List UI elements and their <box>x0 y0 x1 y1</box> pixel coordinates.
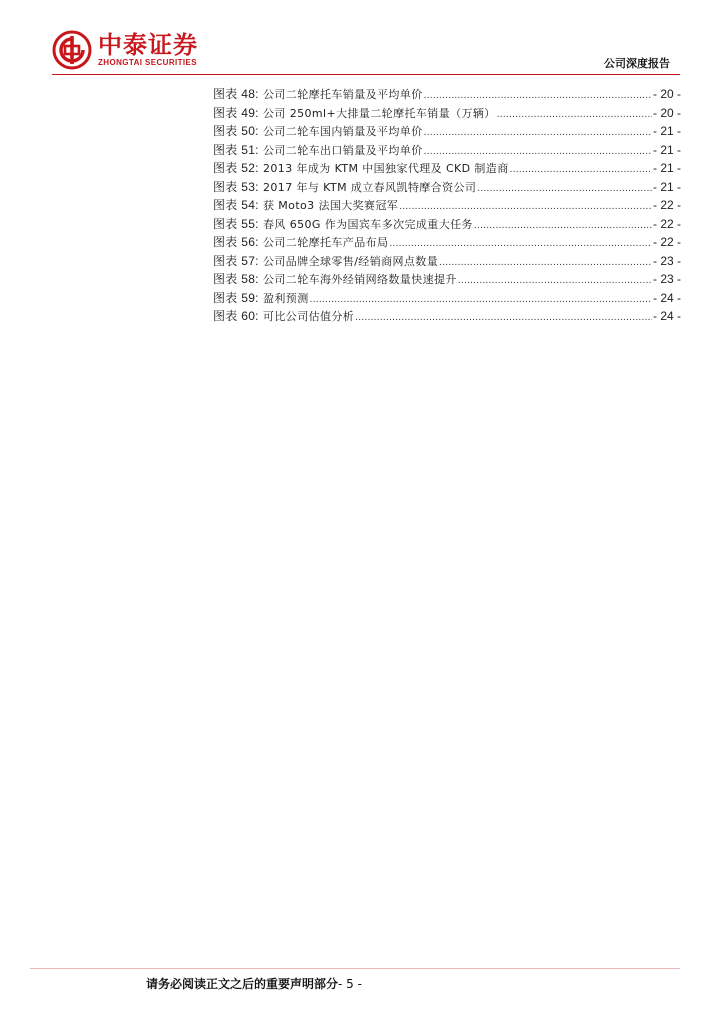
toc-page-number: - 20 - <box>652 87 681 101</box>
toc-figure-label: 图表 57: <box>213 253 259 268</box>
toc-dot-leader <box>399 199 652 216</box>
toc-figure-label: 图表 50: <box>213 124 259 138</box>
toc-figure-label: 图表 56: <box>213 235 259 249</box>
toc-row[interactable] <box>213 197 681 216</box>
toc-row[interactable] <box>213 105 681 124</box>
toc-figure-title: 春风 650G 作为国宾车多次完成重大任务 <box>263 217 473 231</box>
toc-dot-leader <box>497 107 652 124</box>
toc-row[interactable] <box>213 308 681 327</box>
toc-page-number: - 21 - <box>652 161 681 175</box>
toc-page-number: - 24 - <box>652 309 681 323</box>
toc-row[interactable] <box>213 216 681 235</box>
toc-figure-title: 公司二轮车出口销量及平均单价 <box>263 143 423 157</box>
toc-figure-label: 图表 48: <box>213 87 259 101</box>
toc-page-number: - 21 - <box>652 142 681 157</box>
toc-page-number: - 23 - <box>652 253 681 268</box>
toc-row[interactable] <box>213 179 681 198</box>
toc-figure-label: 图表 49: <box>213 105 259 120</box>
footer-divider <box>30 968 680 969</box>
toc-figure-title: 可比公司估值分析 <box>263 310 355 323</box>
figure-index <box>213 86 681 327</box>
toc-row[interactable] <box>213 253 681 272</box>
report-type: 公司深度报告 <box>604 57 670 70</box>
toc-dot-leader <box>510 162 652 179</box>
toc-dot-leader <box>389 236 652 253</box>
company-logo <box>52 28 198 72</box>
toc-figure-title: 2017 年与 KTM 成立春风凯特摩合资公司 <box>263 180 477 194</box>
toc-figure-title: 公司二轮车国内销量及平均单价 <box>263 125 423 138</box>
toc-figure-title: 盈利预测 <box>263 291 309 305</box>
logo-wordmark <box>98 32 198 68</box>
header-divider <box>52 74 680 75</box>
toc-row[interactable] <box>213 234 681 253</box>
toc-row[interactable] <box>213 290 681 309</box>
toc-page-number: - 22 - <box>652 198 681 212</box>
toc-dot-leader <box>310 292 652 309</box>
toc-dot-leader <box>458 273 652 290</box>
toc-row[interactable] <box>213 271 681 290</box>
toc-row[interactable] <box>213 86 681 105</box>
toc-page-number: - 20 - <box>652 105 681 120</box>
toc-dot-leader <box>424 125 652 142</box>
toc-figure-title: 公司二轮车海外经销网络数量快速提升 <box>263 273 457 286</box>
toc-figure-label: 图表 51: <box>213 142 259 157</box>
toc-figure-title: 公司 250ml+大排量二轮摩托车销量（万辆） <box>263 106 496 120</box>
toc-page-number: - 22 - <box>652 216 681 231</box>
toc-row[interactable] <box>213 160 681 179</box>
toc-page-number: - 24 - <box>652 290 681 305</box>
toc-dot-leader <box>424 88 652 105</box>
toc-figure-label: 图表 59: <box>213 290 259 305</box>
toc-row[interactable] <box>213 142 681 161</box>
toc-page-number: - 21 - <box>652 124 681 138</box>
toc-page-number: - 21 - <box>652 179 681 194</box>
brand-name-en: ZHONGTAI SECURITIES <box>98 58 198 67</box>
toc-figure-title: 获 Moto3 法国大奖赛冠军 <box>263 199 399 212</box>
toc-figure-title: 公司二轮摩托车销量及平均单价 <box>263 88 423 101</box>
toc-figure-title: 2013 年成为 KTM 中国独家代理及 CKD 制造商 <box>263 162 509 175</box>
toc-figure-label: 图表 54: <box>213 198 259 212</box>
toc-dot-leader <box>424 144 652 161</box>
toc-dot-leader <box>439 255 652 272</box>
toc-row[interactable] <box>213 123 681 142</box>
toc-figure-label: 图表 55: <box>213 216 259 231</box>
zhongtai-logo-icon <box>52 30 92 70</box>
toc-dot-leader <box>477 181 652 198</box>
page-number: - 5 - <box>338 977 362 991</box>
toc-page-number: - 23 - <box>652 272 681 286</box>
toc-dot-leader <box>355 310 652 327</box>
toc-figure-title: 公司品牌全球零售/经销商网点数量 <box>263 254 439 268</box>
toc-figure-label: 图表 60: <box>213 309 259 323</box>
footer-disclaimer: 请务必阅读正文之后的重要声明部分 <box>146 977 339 991</box>
page-footer <box>146 975 362 992</box>
toc-figure-label: 图表 53: <box>213 179 259 194</box>
toc-figure-label: 图表 58: <box>213 272 259 286</box>
toc-dot-leader <box>474 218 652 235</box>
toc-page-number: - 22 - <box>652 235 681 249</box>
toc-figure-title: 公司二轮摩托车产品布局 <box>263 236 389 249</box>
brand-name-cn: 中泰证券 <box>98 31 198 59</box>
toc-figure-label: 图表 52: <box>213 161 259 175</box>
